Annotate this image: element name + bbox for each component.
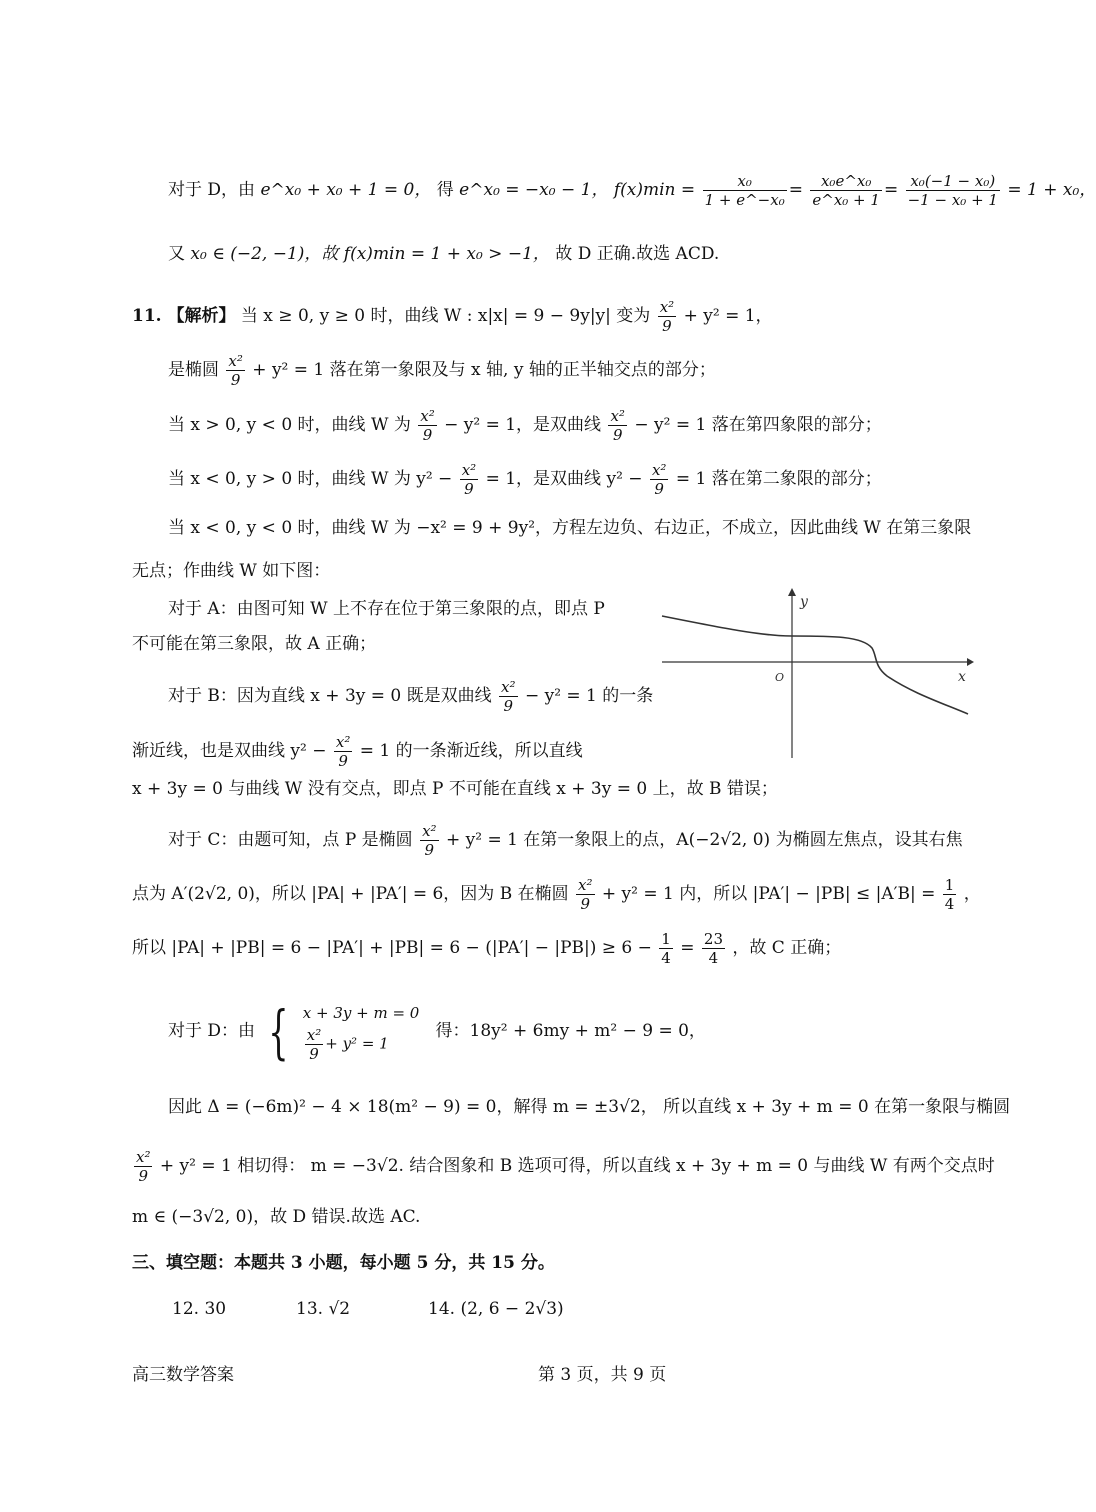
q11-d-line4: m ∈ (−3√2, 0)，故 D 错误.故选 AC. <box>132 1207 421 1227</box>
q10-d-line2: 又 x₀ ∈ (−2, −1)，故 f(x)min = 1 + x₀ > −1， 故 D 正确.故选 ACD. <box>168 244 720 264</box>
q11-d-line3: $\frac{\text{x²}}{9}$ + y² = 1 相切得： m = −3√2. 结合图象和 B 选项可得，所以直线 x + 3y + m = 0 与曲线 W 有两个交点时 <box>136 1148 995 1185</box>
q11-line4: 当 x < 0, y > 0 时，曲线 W 为 y² − $\frac{\text{x²}}{9}$ = 1，是双曲线 y² − $\frac{\text{x²}}{9}$ = 1 落在第二象限的部分； <box>168 461 882 498</box>
x-axis-arrow <box>967 658 974 666</box>
q11-c-line3: 所以 |PA| + |PB| = 6 − |PA′| + |PB| = 6 − (|PA′| − |PB|) ≥ 6 − $\frac{1}{4}$ = $\frac{23}{4}$ ，故 C 正确； <box>132 930 842 967</box>
origin-label: O <box>775 671 785 684</box>
equation-system: x + 3y + m = 0 $\frac{\text{x²}}{9}$ + y² = 1 <box>302 1004 420 1063</box>
footer-left: 高三数学答案 <box>132 1365 234 1385</box>
answer-12: 12. 30 <box>172 1299 227 1319</box>
y-axis-arrow <box>788 588 796 596</box>
q11-d-line1: 对于 D：由 { x + 3y + m = 0 $\frac{\text{x²}}{9}$ + y² = 1 得：18y² + 6my + m² − 9 = 0， <box>168 997 706 1066</box>
q11-line1: 11. 【解析】 当 x ≥ 0, y ≥ 0 时，曲线 W : x|x| = 9 − 9y|y| 变为 $\frac{\text{x²}}{9}$ + y² = 1， <box>132 298 773 335</box>
q11-b-line1: 对于 B：因为直线 x + 3y = 0 既是双曲线 $\frac{\text{x²}}{9}$ − y² = 1 的一条 <box>168 678 654 715</box>
answer-13: 13. √2 <box>296 1299 351 1319</box>
q11-d-line2: 因此 Δ = (−6m)² − 4 × 18(m² − 9) = 0，解得 m = ±3√2， 所以直线 x + 3y + m = 0 在第一象限与椭圆 <box>168 1097 1011 1117</box>
q11-c-line1: 对于 C：由题可知，点 P 是椭圆 $\frac{\text{x²}}{9}$ + y² = 1 在第一象限上的点，A(−2√2, 0) 为椭圆左焦点，设其右焦 <box>168 822 963 859</box>
y-axis-label: y <box>800 594 808 610</box>
q11-b-line2: 渐近线，也是双曲线 y² − $\frac{\text{x²}}{9}$ = 1 的一条渐近线，所以直线 <box>132 733 583 770</box>
q11-line6: 无点；作曲线 W 如下图： <box>132 561 331 581</box>
q11-line3: 当 x > 0, y < 0 时，曲线 W 为 $\frac{\text{x²}}{9}$ − y² = 1，是双曲线 $\frac{\text{x²}}{9}$ − y² = 1 落在第四象限的部分； <box>168 407 882 444</box>
q10-d-line1: 对于 D，由 e^x₀ + x₀ + 1 = 0， 得 e^x₀ = −x₀ − 1， f(x)min = $\frac{\text{x₀}}{\text{1 + e\textasciicircum{}−x₀}}$ = $\frac{\text{x₀e\textasciicircum{}x₀}}{\text{e\textasciicircum{}x₀ + 1}}$ = $\frac{\text{x₀(−1 − x₀)}}{\text{−1 − x₀ + 1}}$ = 1 + x₀， <box>168 172 1096 209</box>
q11-a-line2: 不可能在第三象限，故 A 正确； <box>132 634 377 654</box>
x-axis-label: x <box>958 669 966 685</box>
q11-line2: 是椭圆 $\frac{\text{x²}}{9}$ + y² = 1 落在第一象限及与 x 轴, y 轴的正半轴交点的部分； <box>168 352 716 389</box>
q11-line5: 当 x < 0, y < 0 时，曲线 W 为 −x² = 9 + 9y²，方程左边负、右边正，不成立，因此曲线 W 在第三象限 <box>168 518 972 538</box>
curve-w <box>662 616 968 714</box>
answer-14: 14. (2, 6 − 2√3) <box>428 1299 564 1319</box>
q11-b-line3: x + 3y = 0 与曲线 W 没有交点，即点 P 不可能在直线 x + 3y = 0 上，故 B 错误； <box>132 779 778 799</box>
footer-page-number: 第 3 页，共 9 页 <box>538 1365 667 1385</box>
curve-w-graph <box>662 588 974 758</box>
q11-c-line2: 点为 A′(2√2, 0)，所以 |PA| + |PA′| = 6，因为 B 在椭圆 $\frac{\text{x²}}{9}$ + y² = 1 内，所以 |PA′| − |PB| ≤ |A′B| = $\frac{1}{4}$ ， <box>132 876 981 913</box>
section-3-heading: 三、填空题：本题共 3 小题，每小题 5 分，共 15 分。 <box>132 1253 555 1273</box>
q11-a-line1: 对于 A：由图可知 W 上不存在位于第三象限的点，即点 P <box>168 599 605 619</box>
